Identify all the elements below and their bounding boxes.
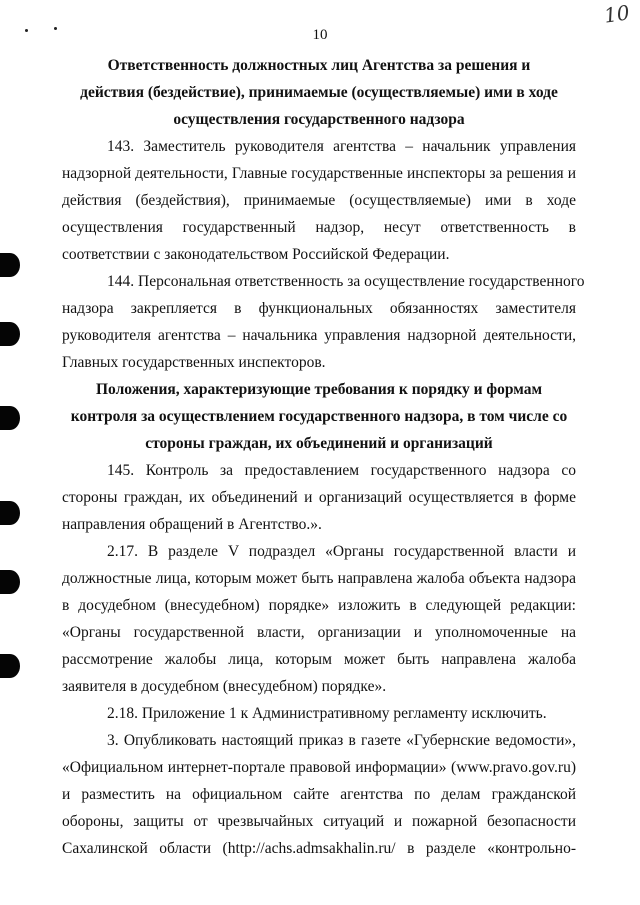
text-line: обороны, защиты от чрезвычайных ситуаций и пожарной безопасности <box>62 813 576 830</box>
section-heading <box>62 52 576 133</box>
text-line: 2.17. В разделе V подраздел «Органы государственной власти и <box>107 543 576 560</box>
heading-line: контроля за осуществлением государственного надзора, в том числе со <box>70 408 568 425</box>
text-line: 144. Персональная ответственность за осуществление государственного <box>107 273 585 290</box>
document-body <box>62 52 585 862</box>
text-line: заявителя в досудебном (внесудебном) порядке». <box>62 678 387 695</box>
text-line: руководителя агентства – начальника управления надзорной деятельности, <box>62 327 576 344</box>
text-line: направления обращений в Агентство.». <box>62 516 322 533</box>
heading-line: Ответственность должностных лиц Агентства за решения и <box>107 57 531 74</box>
text-line: 2.18. Приложение 1 к Административному регламенту исключить. <box>107 705 547 722</box>
binder-hole <box>0 322 20 346</box>
text-line: в досудебном (внесудебном) порядке» изложить в следующей редакции: <box>62 597 576 614</box>
binder-hole <box>0 570 20 594</box>
text-line: «Органы государственной власти, организации и уполномоченные на <box>62 624 576 641</box>
paragraph-3 <box>62 727 576 862</box>
scan-speck <box>25 29 28 32</box>
text-line: и разместить на официальном сайте агентства по делам гражданской <box>62 786 576 803</box>
binder-hole <box>0 406 20 430</box>
handwritten-page-number: 10 <box>602 0 631 28</box>
text-line: осуществления государственный надзор, несут ответственность в <box>62 219 576 236</box>
heading-line: осуществления государственного надзора <box>173 111 465 128</box>
text-line: надзорной деятельности, Главные государственные инспекторы за решения и <box>62 165 576 182</box>
page-number: 10 <box>312 27 328 43</box>
text-line: рассмотрение жалобы лица, которым может быть направлена жалоба <box>62 651 576 668</box>
text-line: должностные лица, которым может быть направлена жалоба объекта надзора <box>62 570 576 587</box>
text-line: соответствии с законодательством Российской Федерации. <box>62 246 450 263</box>
paragraph-143 <box>62 133 576 268</box>
paragraph-2-18 <box>62 700 576 727</box>
text-line: действия (бездействия), принимаемые (осуществляемые) ими в ходе <box>62 192 576 209</box>
text-line: Главных государственных инспекторов. <box>62 354 326 371</box>
scan-speck <box>54 27 57 30</box>
text-line: 3. Опубликовать настоящий приказ в газете «Губернские ведомости», <box>107 732 576 749</box>
binder-hole <box>0 501 20 525</box>
binder-hole <box>0 654 20 678</box>
text-line: надзора закрепляется в функциональных обязанностях заместителя <box>62 300 576 317</box>
text-line: Сахалинской области (http://achs.admsakhalin.ru/ в разделе «контрольно- <box>62 840 576 857</box>
text-line: стороны граждан, их объединений и организаций осуществляется в форме <box>62 489 576 506</box>
section-heading <box>62 376 576 457</box>
paragraph-2-17 <box>62 538 576 700</box>
paragraph-145 <box>62 457 576 538</box>
binder-hole <box>0 253 20 277</box>
heading-line: Положения, характеризующие требования к порядку и формам <box>95 381 543 398</box>
text-line: 145. Контроль за предоставлением государственного надзора со <box>107 462 576 479</box>
heading-line: действия (бездействие), принимаемые (осуществляемые) ими в ходе <box>80 84 558 101</box>
paragraph-144 <box>62 268 585 376</box>
heading-line: стороны граждан, их объединений и организаций <box>145 435 493 452</box>
text-line: 143. Заместитель руководителя агентства – начальник управления <box>107 138 576 155</box>
text-line: «Официальном интернет-портале правовой информации» (www.pravo.gov.ru) <box>62 759 576 776</box>
